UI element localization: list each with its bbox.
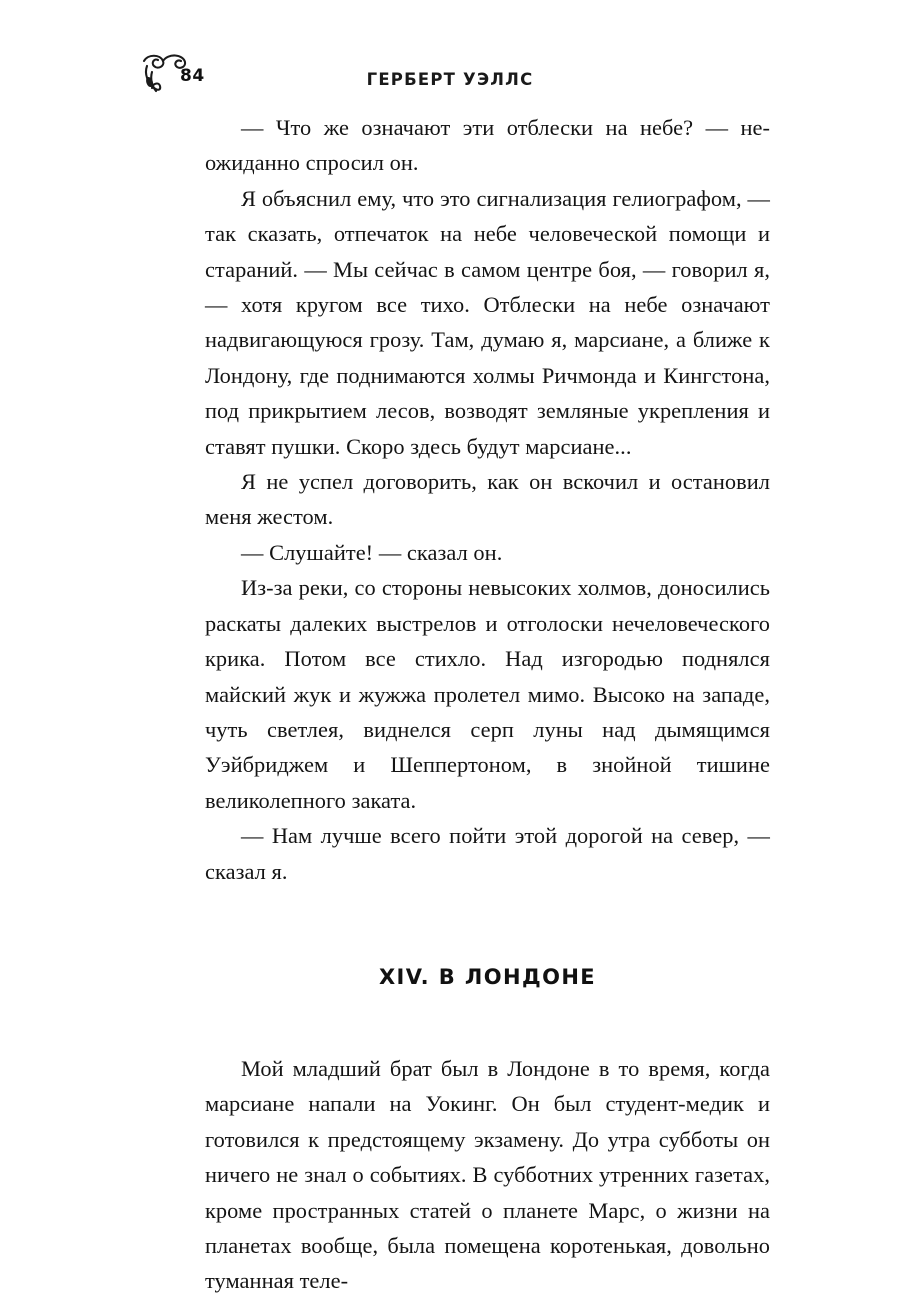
- page-number: 84: [180, 66, 205, 86]
- running-head: [0, 58, 900, 98]
- paragraph: Из-за реки, со стороны невысоких холмов, доносились раскаты далеких выстрелов и отголоски нечеловеческого крика. Потом все стихло. Над изгородью поднялся майский жук и жужжа пролетел мимо. Высоко на западе, чуть светлея, виднелся серп луны над дымящимся Уэйбриджем и Шеппертоном, в знойной тишине великолепного заката.: [205, 575, 770, 813]
- chapter-title: XIV. В ЛОНДОНЕ: [378, 964, 597, 989]
- spacer: [205, 989, 770, 1051]
- text-column: [205, 110, 770, 1299]
- paragraph: Мой младший брат был в Лондоне в то время, когда марсиане напали на Уокинг. Он был студент-медик и готовился к предстоящему экзамену. До утра субботы он ничего не знал о событиях. В субботних утренних газетах, кроме пространных статей о планете Марс, о жизни на планетах вообще, была помещена коротенькая, довольно туманная теле-: [205, 1055, 770, 1294]
- spacer: [205, 889, 770, 965]
- paragraph: — Нам лучше всего пойти этой дорогой на север, — сказал я.: [205, 823, 770, 884]
- paragraph: — Что же означают эти отблески на небе? — неожиданно спросил он.: [205, 115, 770, 176]
- paragraph: Я объяснил ему, что это сигнализация гелиографом, — так сказать, отпечаток на небе человеческой помощи и стараний. — Мы сейчас в самом центре боя, — говорил я, — хотя кругом все тихо. Отблески на небе означают надвигающуюся грозу. Там, думаю я, марсиане, а ближе к Лондону, где поднимаются холмы Ричмонда и Кингстона, под прикрытием лесов, возводят земляные укрепления и ставят пушки. Скоро здесь будут марсиане...: [205, 185, 770, 459]
- running-head-title: ГЕРБЕРТ УЭЛЛС: [366, 70, 534, 89]
- paragraph: — Слушайте! — сказал он.: [241, 539, 503, 565]
- paragraph: Я не успел договорить, как он вскочил и остановил меня жестом.: [205, 469, 770, 530]
